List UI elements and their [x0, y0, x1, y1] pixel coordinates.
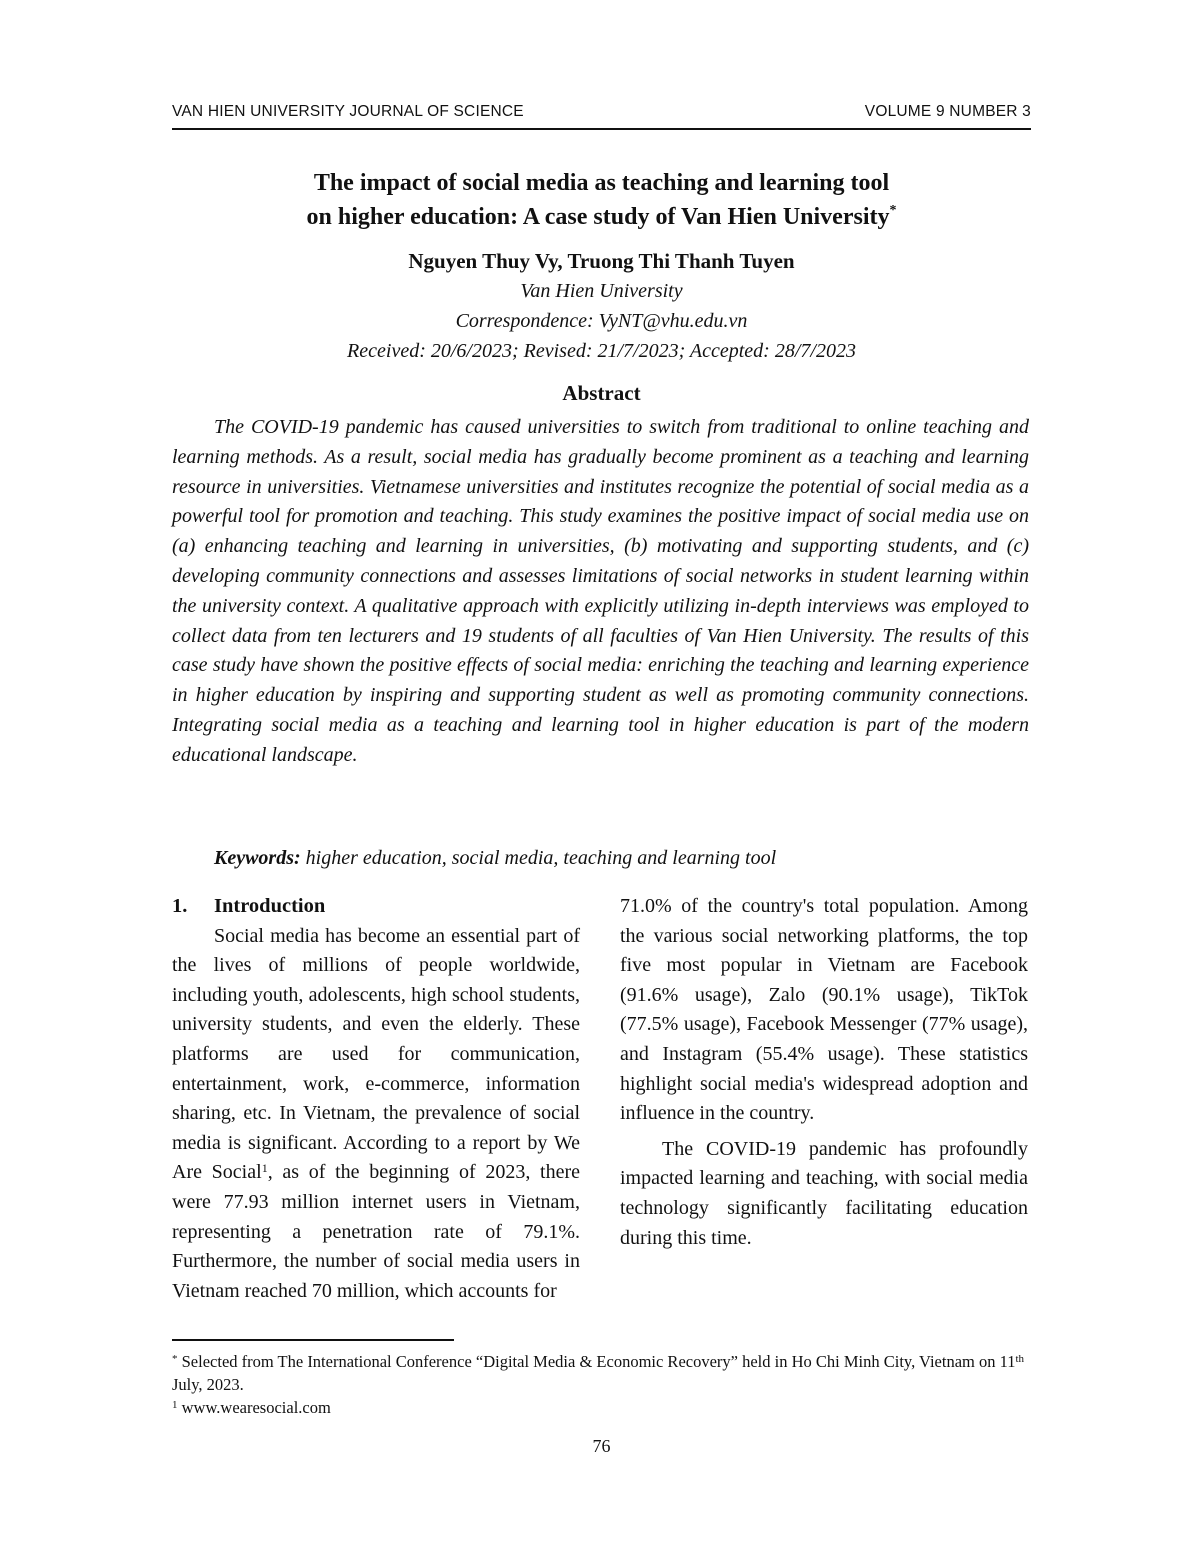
section-number: 1. [172, 895, 188, 917]
keywords-label: Keywords: [214, 847, 301, 869]
body-column-right [620, 892, 1028, 1253]
publication-dates: Received: 20/6/2023; Revised: 21/7/2023; Accepted: 28/7/2023 [347, 340, 856, 362]
correspondence-email[interactable]: Correspondence: VyNT@vhu.edu.vn [455, 310, 748, 332]
footnote-ref-1[interactable]: 1 [261, 1161, 268, 1176]
abstract-heading: Abstract [562, 381, 641, 405]
volume-number: VOLUME 9 NUMBER 3 [864, 103, 1031, 120]
journal-name: VAN HIEN UNIVERSITY JOURNAL OF SCIENCE [172, 103, 524, 120]
keywords-list: higher education, social media, teaching and learning tool [300, 847, 777, 869]
page-number: 76 [592, 1436, 611, 1456]
title-footnote-marker[interactable]: * [889, 203, 897, 218]
intro-paragraph-2: The COVID-19 pandemic has profoundly impacted learning and teaching, with social media technology significantly facilitating education during this time. [620, 1137, 1028, 1249]
running-header [172, 101, 1031, 130]
section-title: Introduction [214, 895, 326, 917]
keywords [214, 844, 1029, 872]
footnote-separator [172, 1339, 454, 1341]
intro-paragraph-1: Social media has become an essential part of the lives of millions of people worldwide, including youth, adolescents, high school students, university students, and even the elderly. These platforms are used for communication, entertainment, work, e-commerce, information sharing, etc. In Vietnam, the prevalence of social media is significant. According to a report by We Are Social$^1$, as of the beginning of 2023, there were 77.93 million internet users in Vietnam, representing a penetration rate of 79.1%. Furthermore, the number of social media users in Vietnam reached 70 million, which accounts for [172, 924, 580, 1302]
abstract-text: The COVID-19 pandemic has caused universities to switch from traditional to online teaching and learning methods. As a result, social media has gradually become prominent as a teaching and learning resource in universities. Vietnamese universities and institutes recognize the potential of social media as a powerful tool for promotion and teaching. This study examines the positive impact of social media use on (a) enhancing teaching and learning in universities, (b) motivating and supporting students, and (c) developing community connections and assesses limitations of social networks in student learning within the university context. A qualitative approach with explicitly utilizing in-depth interviews was employed to collect data from ten lecturers and 19 students of all faculties of Van Hien University. The results of this case study have shown the positive effects of social media: enriching the teaching and learning experience in higher education by inspiring and supporting student as well as promoting community connections. Integrating social media as a teaching and learning tool in higher education is part of the modern educational landscape. [172, 416, 1029, 766]
author-list: Nguyen Thuy Vy, Truong Thi Thanh Tuyen [408, 249, 795, 273]
article-title-line-1: The impact of social media as teaching and learning tool [313, 170, 890, 196]
footnotes [172, 1350, 1030, 1419]
intro-paragraph-1-continued: 71.0% of the country's total population. Among the various social networking platforms, the top five most popular in Vietnam are Facebook (91.6% usage), Zalo (90.1% usage), TikTok (77.5% usage), Facebook Messenger (77% usage), and Instagram (55.4% usage). These statistics highlight social media's widespread adoption and influence in the country. [620, 895, 1028, 1125]
article-title-line-2: on higher education: A case study of Van Hien University* [306, 203, 897, 230]
section-heading-introduction [172, 892, 580, 922]
body-column-left [172, 892, 580, 1306]
footnote-1-link[interactable]: www.wearesocial.com [177, 1398, 331, 1417]
affiliation: Van Hien University [520, 280, 683, 302]
footnote-star: * Selected from The International Conference “Digital Media & Economic Recovery” held in Ho Chi Minh City, Vietnam on 11th July, 2023. [172, 1352, 1025, 1394]
footnote-1: $^1$ www.wearesocial.com [172, 1398, 331, 1417]
